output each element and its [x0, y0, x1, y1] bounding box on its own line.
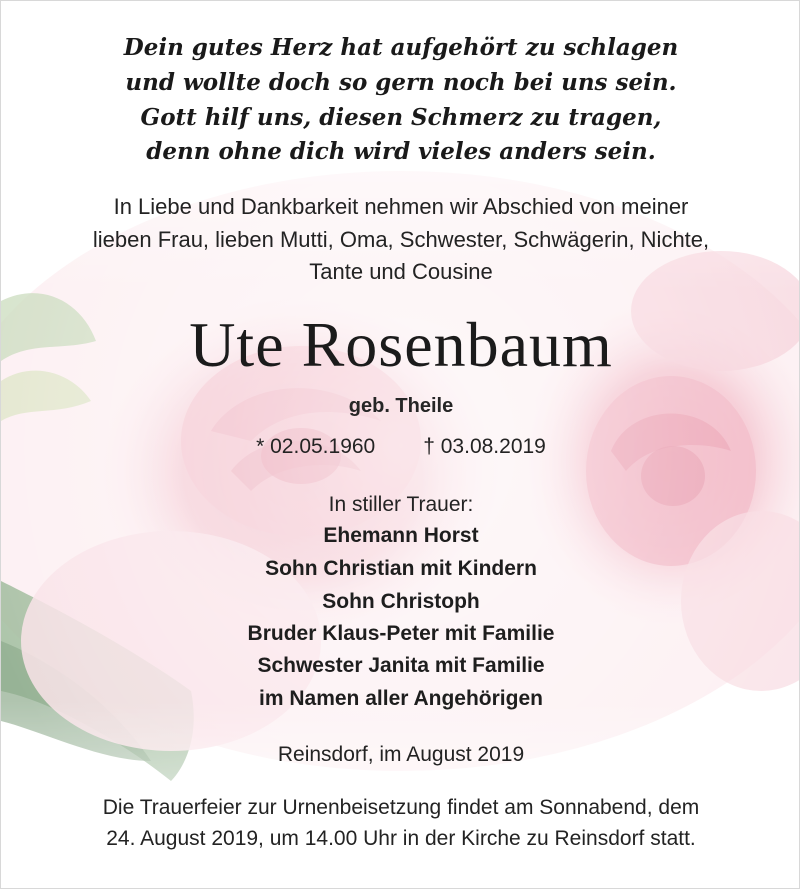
poem-line: Gott hilf uns, diesen Schmerz zu tragen, [140, 104, 662, 131]
poem-line: und wollte doch so gern noch bei uns sein. [125, 69, 677, 96]
intro-line: In Liebe und Dankbarkeit nehmen wir Abschied von meiner [113, 194, 689, 219]
poem-line: denn ohne dich wird vieles anders sein. [146, 138, 656, 165]
mourner-name: im Namen aller Angehörigen [259, 687, 543, 710]
death-date: † 03.08.2019 [423, 435, 546, 458]
mourner-name: Ehemann Horst [323, 524, 479, 547]
funeral-notice-line: 24. August 2019, um 14.00 Uhr in der Kirche zu Reinsdorf statt. [106, 827, 696, 850]
poem-line: Dein gutes Herz hat aufgehört zu schlagen [123, 34, 679, 61]
mourners-heading: In stiller Trauer: [328, 493, 474, 516]
intro-line: Tante und Cousine [309, 259, 493, 284]
funeral-notice-line: Die Trauerfeier zur Urnenbeisetzung findet am Sonnabend, dem [102, 796, 700, 819]
mourner-name: Bruder Klaus-Peter mit Familie [247, 622, 555, 645]
intro-line: lieben Frau, lieben Mutti, Oma, Schwester, Schwägerin, Nichte, [92, 227, 710, 252]
deceased-name: Ute Rosenbaum [189, 309, 613, 380]
mourner-name: Schwester Janita mit Familie [257, 654, 545, 677]
birth-name: geb. Theile [348, 395, 454, 417]
mourner-name: Sohn Christoph [322, 590, 480, 613]
birth-date: * 02.05.1960 [256, 435, 376, 458]
mourner-name: Sohn Christian mit Kindern [265, 557, 537, 580]
life-dates [1, 435, 800, 459]
place-date: Reinsdorf, im August 2019 [277, 743, 525, 766]
obituary-text [1, 1, 800, 889]
